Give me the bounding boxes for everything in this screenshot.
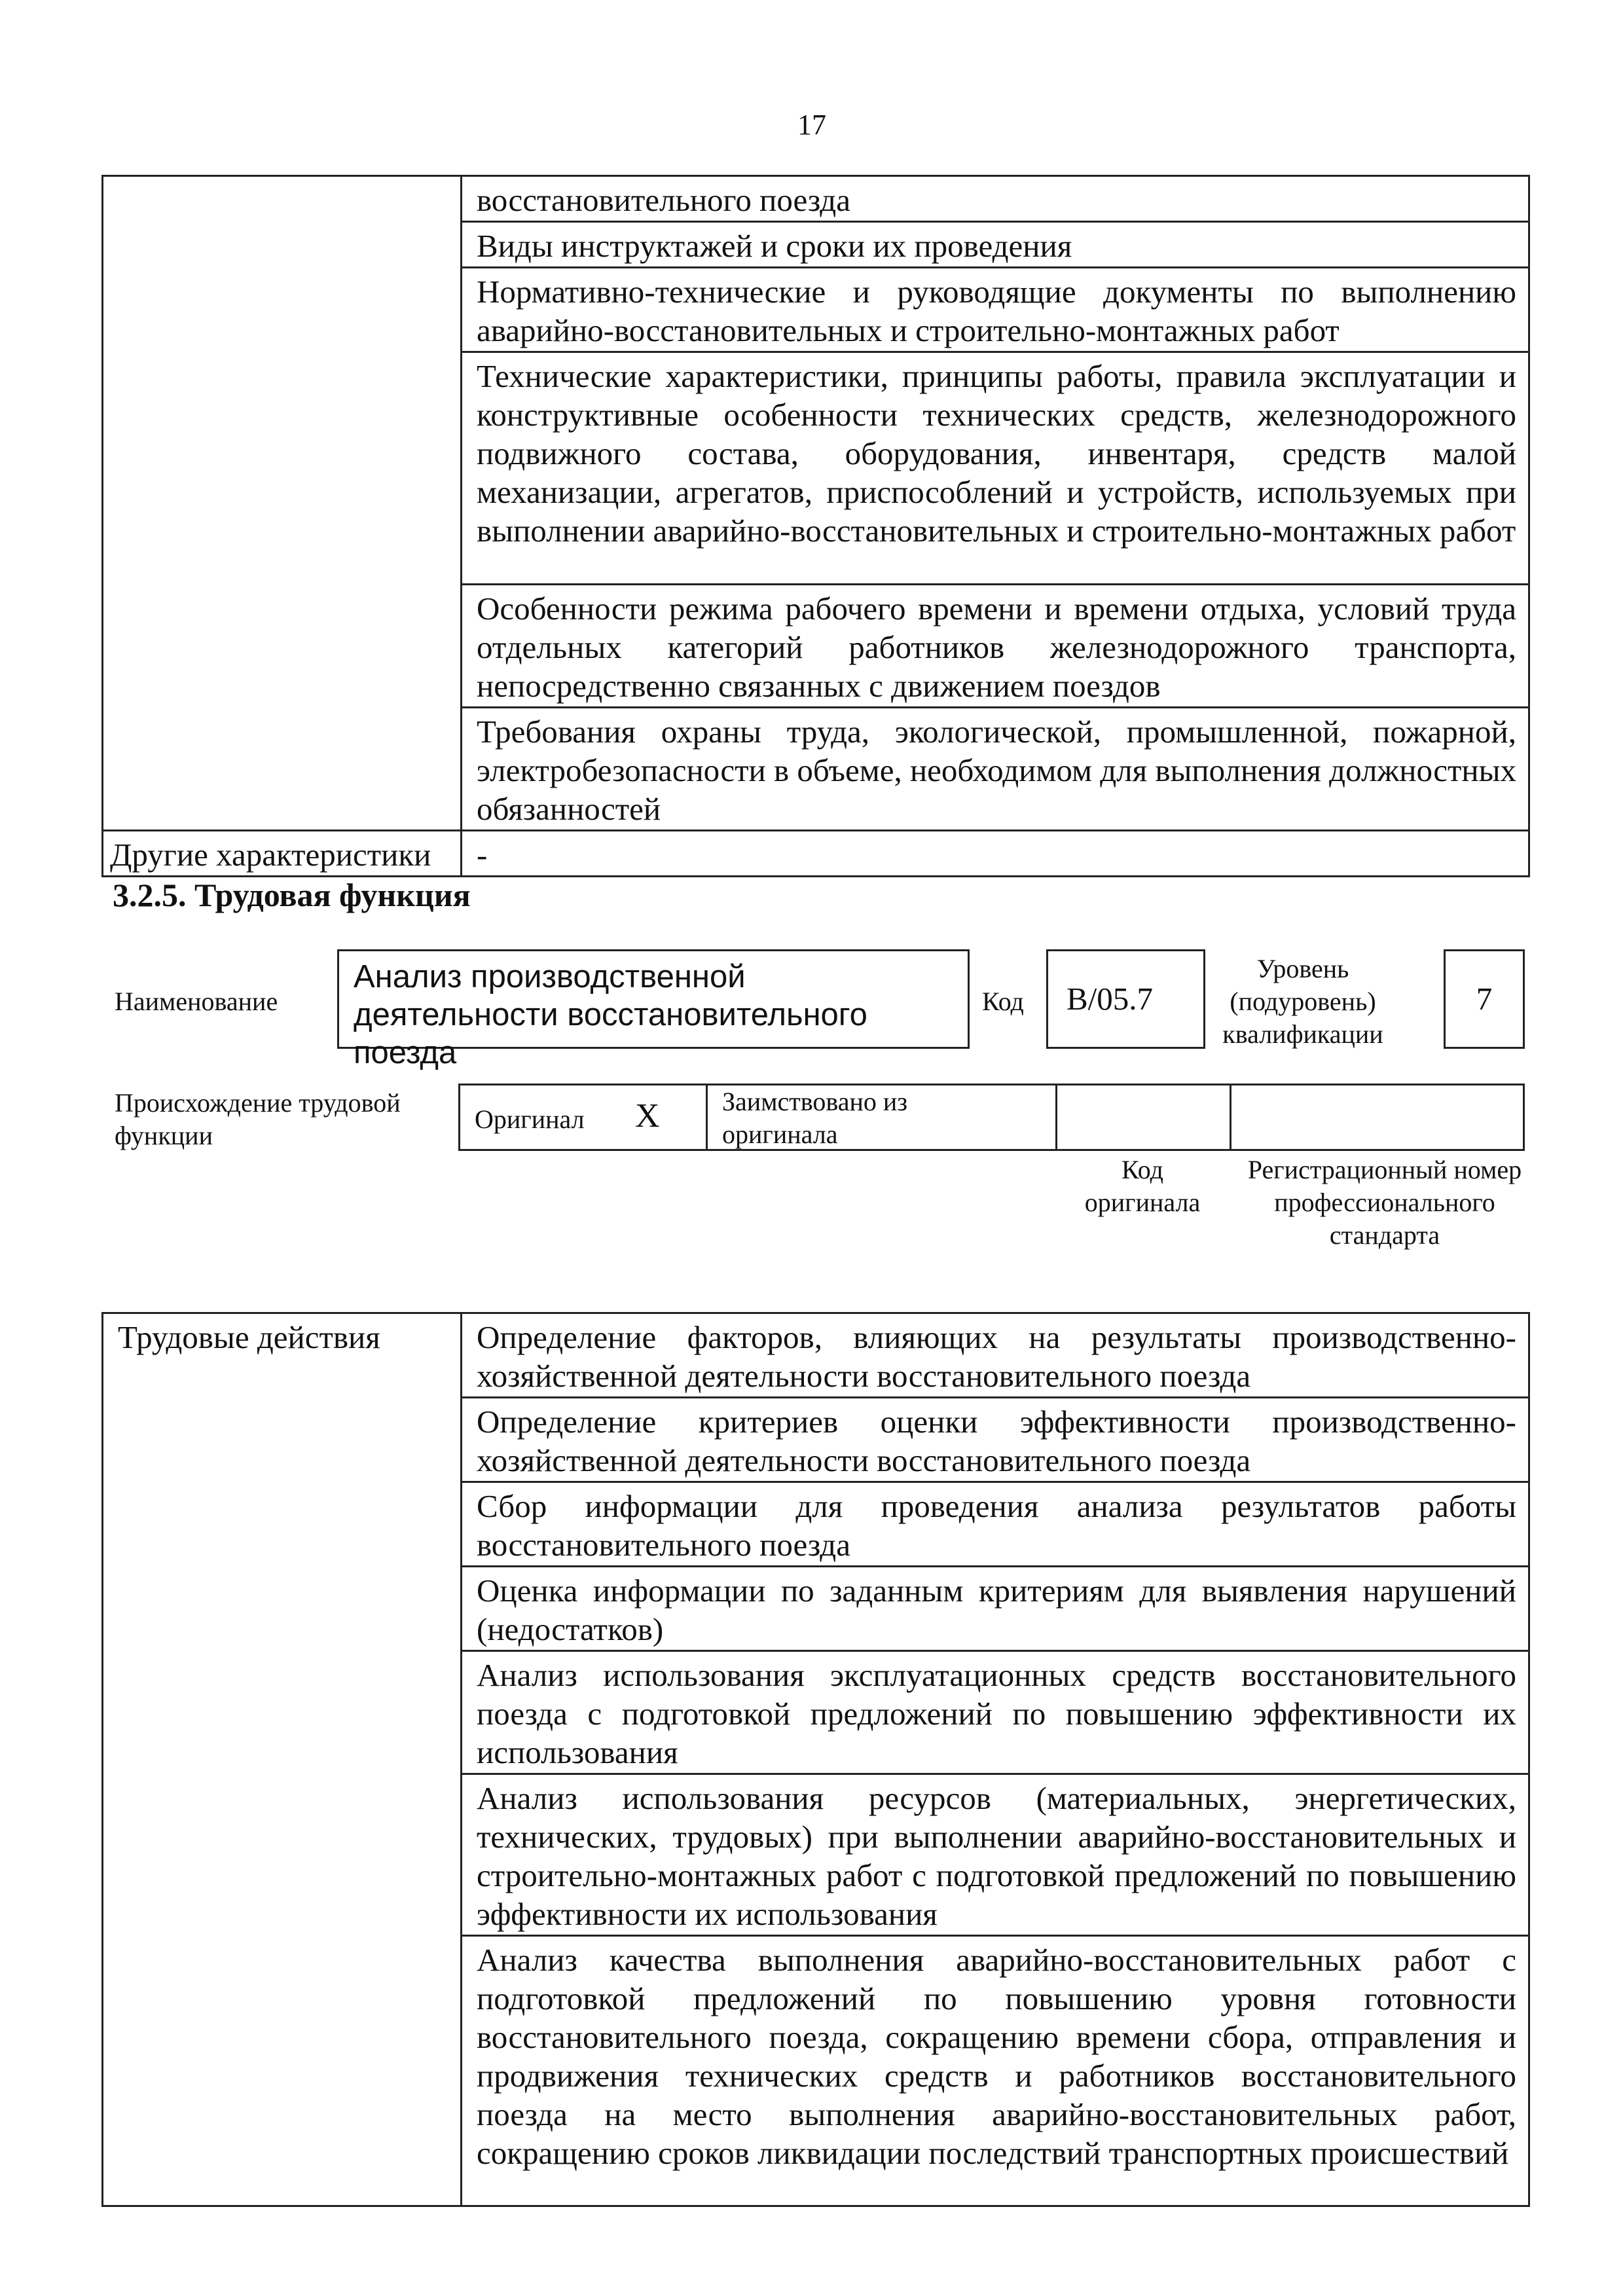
origin-label: Происхождение трудовой функции	[115, 1088, 401, 1150]
labor-action-row: Определение критериев оценки эффективности производственно-хозяйственной деятельности восстановительного поезда	[462, 1398, 1529, 1482]
level-label: Уровень (подуровень) квалификации	[1222, 954, 1383, 1049]
borrowed-label: Заимствовано из оригинала	[722, 1087, 908, 1149]
page-number: 17	[797, 109, 826, 141]
section-title: 3.2.5. Трудовая функция	[113, 877, 471, 913]
origin-divider	[706, 1084, 708, 1151]
knowledge-row: Виды инструктажей и сроки их проведения	[462, 222, 1529, 268]
knowledge-row: восстановительного поезда	[462, 176, 1529, 222]
labor-actions-table	[101, 1312, 1530, 2207]
labor-action-row: Анализ использования эксплуатационных средств восстановительного поезда с подготовкой предложений по повышению эффективности их использования	[462, 1651, 1529, 1774]
reg-number-caption: Регистрационный номер профессионального стандарта	[1247, 1155, 1522, 1250]
code-original-caption: Код оригинала	[1084, 1155, 1201, 1217]
original-mark: X	[635, 1097, 660, 1135]
labor-action-row: Сбор информации для проведения анализа результатов работы восстановительного поезда	[462, 1482, 1529, 1567]
knowledge-left-cell	[103, 176, 462, 831]
labor-actions-label-cell: Трудовые действия	[103, 1313, 462, 2206]
level-box: 7	[1444, 949, 1525, 1049]
knowledge-table	[101, 175, 1530, 877]
knowledge-row: Особенности режима рабочего времени и времени отдыха, условий труда отдельных категорий работников железнодорожного транспорта, непосредственно связанных с движением поездов	[462, 585, 1529, 708]
name-label: Наименование	[115, 987, 278, 1016]
origin-divider	[1055, 1084, 1057, 1151]
code-box: B/05.7	[1046, 949, 1205, 1049]
original-label: Оригинал	[475, 1104, 585, 1134]
function-name-box: Анализ производственной деятельности восстановительного поезда	[337, 949, 970, 1049]
origin-row	[458, 1084, 1525, 1151]
knowledge-row: Нормативно-технические и руководящие документы по выполнению аварийно-восстановительных и строительно-монтажных работ	[462, 268, 1529, 352]
other-characteristics-label: Другие характеристики	[103, 831, 462, 877]
labor-action-row: Анализ качества выполнения аварийно-восстановительных работ с подготовкой предложений по повышению уровня готовности восстановительного поезда, сокращению времени сбора, отправления и продвижения технических средств и работников восстановительного поезда на место выполнения аварийно-восстановительных работ, сокращению сроков ликвидации последствий транспортных происшествий	[462, 1936, 1529, 2206]
labor-action-row: Анализ использования ресурсов (материальных, энергетических, технических, трудовых) при выполнении аварийно-восстановительных и строительно-монтажных работ с подготовкой предложений по повышению эффективности их использования	[462, 1774, 1529, 1936]
labor-action-row: Оценка информации по заданным критериям для выявления нарушений (недостатков)	[462, 1567, 1529, 1651]
knowledge-row: Технические характеристики, принципы работы, правила эксплуатации и конструктивные особенности технических средств, железнодорожного подвижного состава, оборудования, инвентаря, средств малой механизации, агрегатов, приспособлений и устройств, используемых при выполнении аварийно-восстановительных и строительно-монтажных работ	[462, 352, 1529, 585]
code-label: Код	[982, 987, 1024, 1016]
origin-divider	[1230, 1084, 1231, 1151]
other-characteristics-value: -	[462, 831, 1529, 877]
labor-action-row: Определение факторов, влияющих на результаты производственно-хозяйственной деятельности восстановительного поезда	[462, 1313, 1529, 1398]
knowledge-row: Требования охраны труда, экологической, промышленной, пожарной, электробезопасности в объеме, необходимом для выполнения должностных обязанностей	[462, 708, 1529, 831]
